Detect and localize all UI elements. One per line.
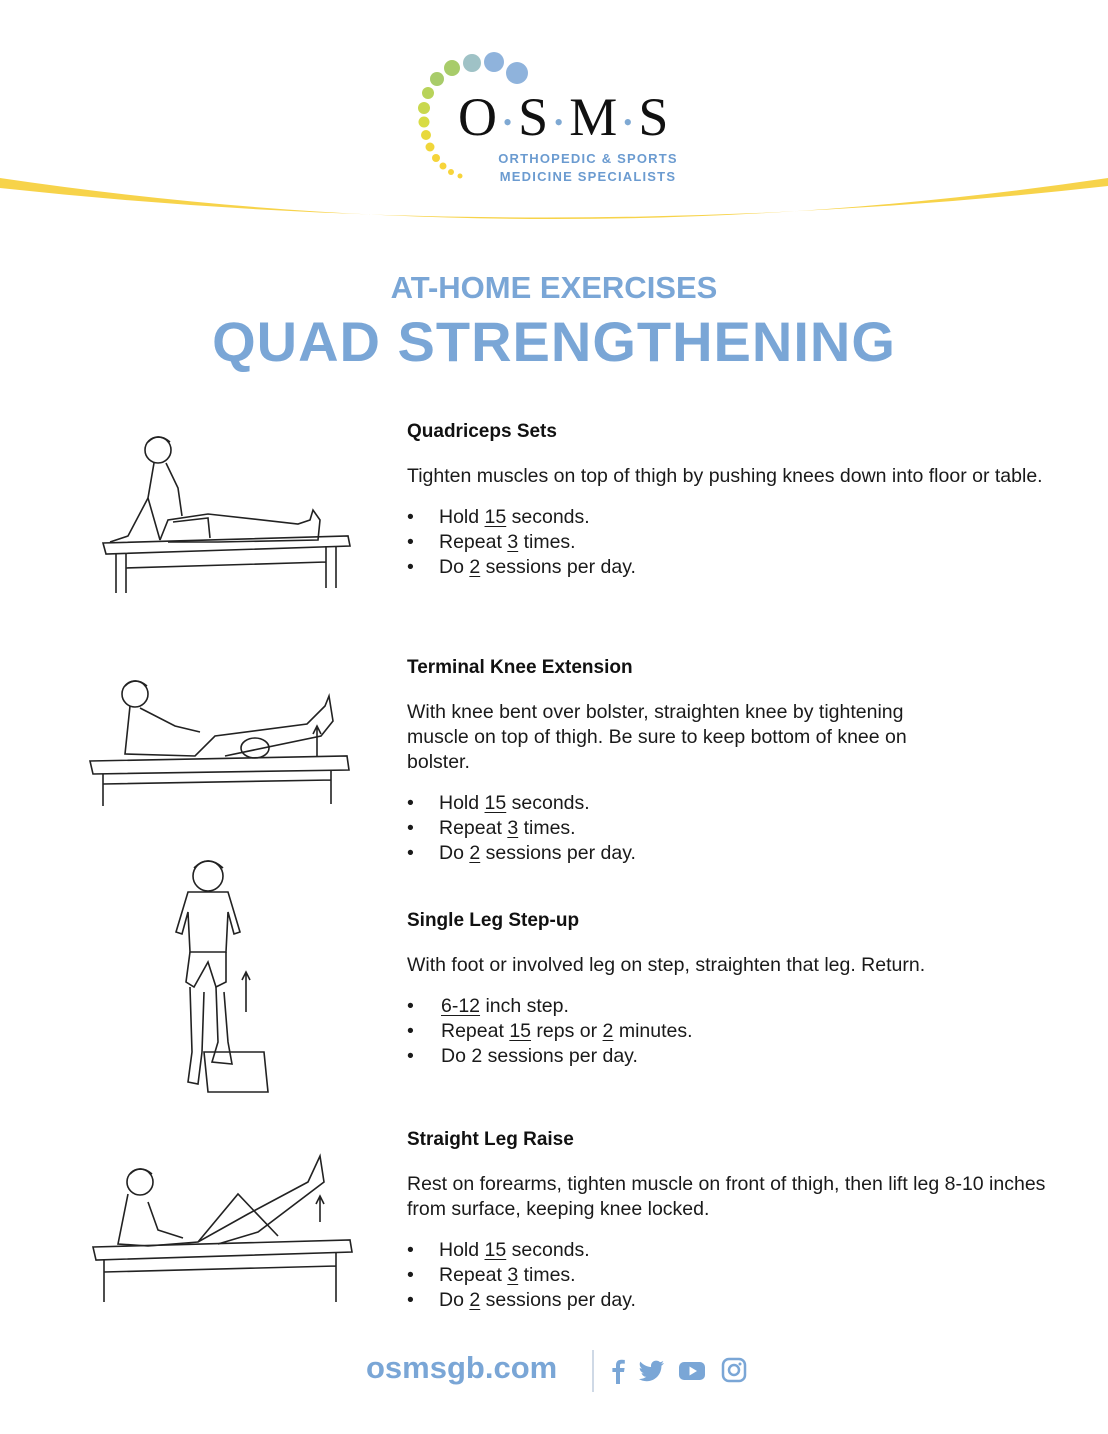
single-leg-step-up-illustration [168, 852, 288, 1114]
exercise-description: With foot or involved leg on step, straighten that leg. Return. [407, 954, 926, 976]
list-item: • Hold 15 seconds. [407, 505, 1057, 530]
list-item: • Do 2 sessions per day. [407, 1044, 1057, 1069]
list-item: • Repeat 15 reps or 2 minutes. [407, 1019, 1057, 1044]
exercise-description: With knee bent over bolster, straighten knee by tightening muscle on top of thigh. Be sure to keep bottom of knee on bolster. [407, 701, 907, 773]
list-item: • Do 2 sessions per day. [407, 555, 1057, 580]
exercise-name: Terminal Knee Extension [407, 657, 633, 678]
page-subtitle: AT-HOME EXERCISES [390, 270, 718, 305]
exercise-straight-leg-raise [407, 1128, 1057, 1313]
exercise-single-leg-step-up [407, 909, 1057, 1069]
instagram-icon[interactable] [720, 1356, 748, 1384]
list-item: • Do 2 sessions per day. [407, 841, 967, 866]
exercise-name: Quadriceps Sets [407, 421, 557, 442]
exercise-instructions [407, 791, 967, 866]
quadriceps-sets-illustration [98, 428, 358, 598]
exercise-quadriceps-sets [407, 420, 1057, 580]
list-item: • Do 2 sessions per day. [407, 1288, 1057, 1313]
list-item: • 6-12 inch step. [407, 994, 1057, 1019]
list-item: • Hold 15 seconds. [407, 791, 967, 816]
list-item: • Repeat 3 times. [407, 816, 967, 841]
exercise-description: Tighten muscles on top of thigh by pushing knees down into floor or table. [407, 465, 1043, 487]
exercise-description: Rest on forearms, tighten muscle on front of thigh, then lift leg 8-10 inches from surface, keeping knee locked. [407, 1173, 1046, 1220]
exercise-instructions [407, 1238, 1057, 1313]
terminal-knee-extension-illustration [85, 666, 355, 811]
twitter-icon[interactable] [637, 1356, 665, 1384]
page-header [0, 0, 1108, 240]
title-block [0, 270, 1108, 374]
straight-leg-raise-illustration [88, 1152, 358, 1307]
facebook-icon[interactable] [604, 1356, 632, 1384]
exercise-instructions [407, 994, 1057, 1069]
page-title: QUAD STRENGTHENING [212, 310, 896, 373]
exercise-name: Straight Leg Raise [407, 1129, 574, 1150]
exercise-instructions [407, 505, 1057, 580]
logo-tagline-line2: MEDICINE SPECIALISTS [499, 169, 677, 184]
list-item: • Repeat 3 times. [407, 1263, 1057, 1288]
logo-tagline-line1: ORTHOPEDIC & SPORTS [498, 151, 678, 166]
list-item: • Repeat 3 times. [407, 530, 1057, 555]
website-link[interactable]: osmsgb.com [366, 1350, 558, 1385]
logo-wordmark: O •S •M •S [458, 87, 671, 147]
youtube-icon[interactable] [678, 1356, 706, 1384]
footer-divider [592, 1350, 594, 1392]
page-footer [0, 1340, 1108, 1400]
exercise-terminal-knee-extension [407, 656, 967, 866]
list-item: • Hold 15 seconds. [407, 1238, 1057, 1263]
exercise-name: Single Leg Step-up [407, 910, 580, 931]
